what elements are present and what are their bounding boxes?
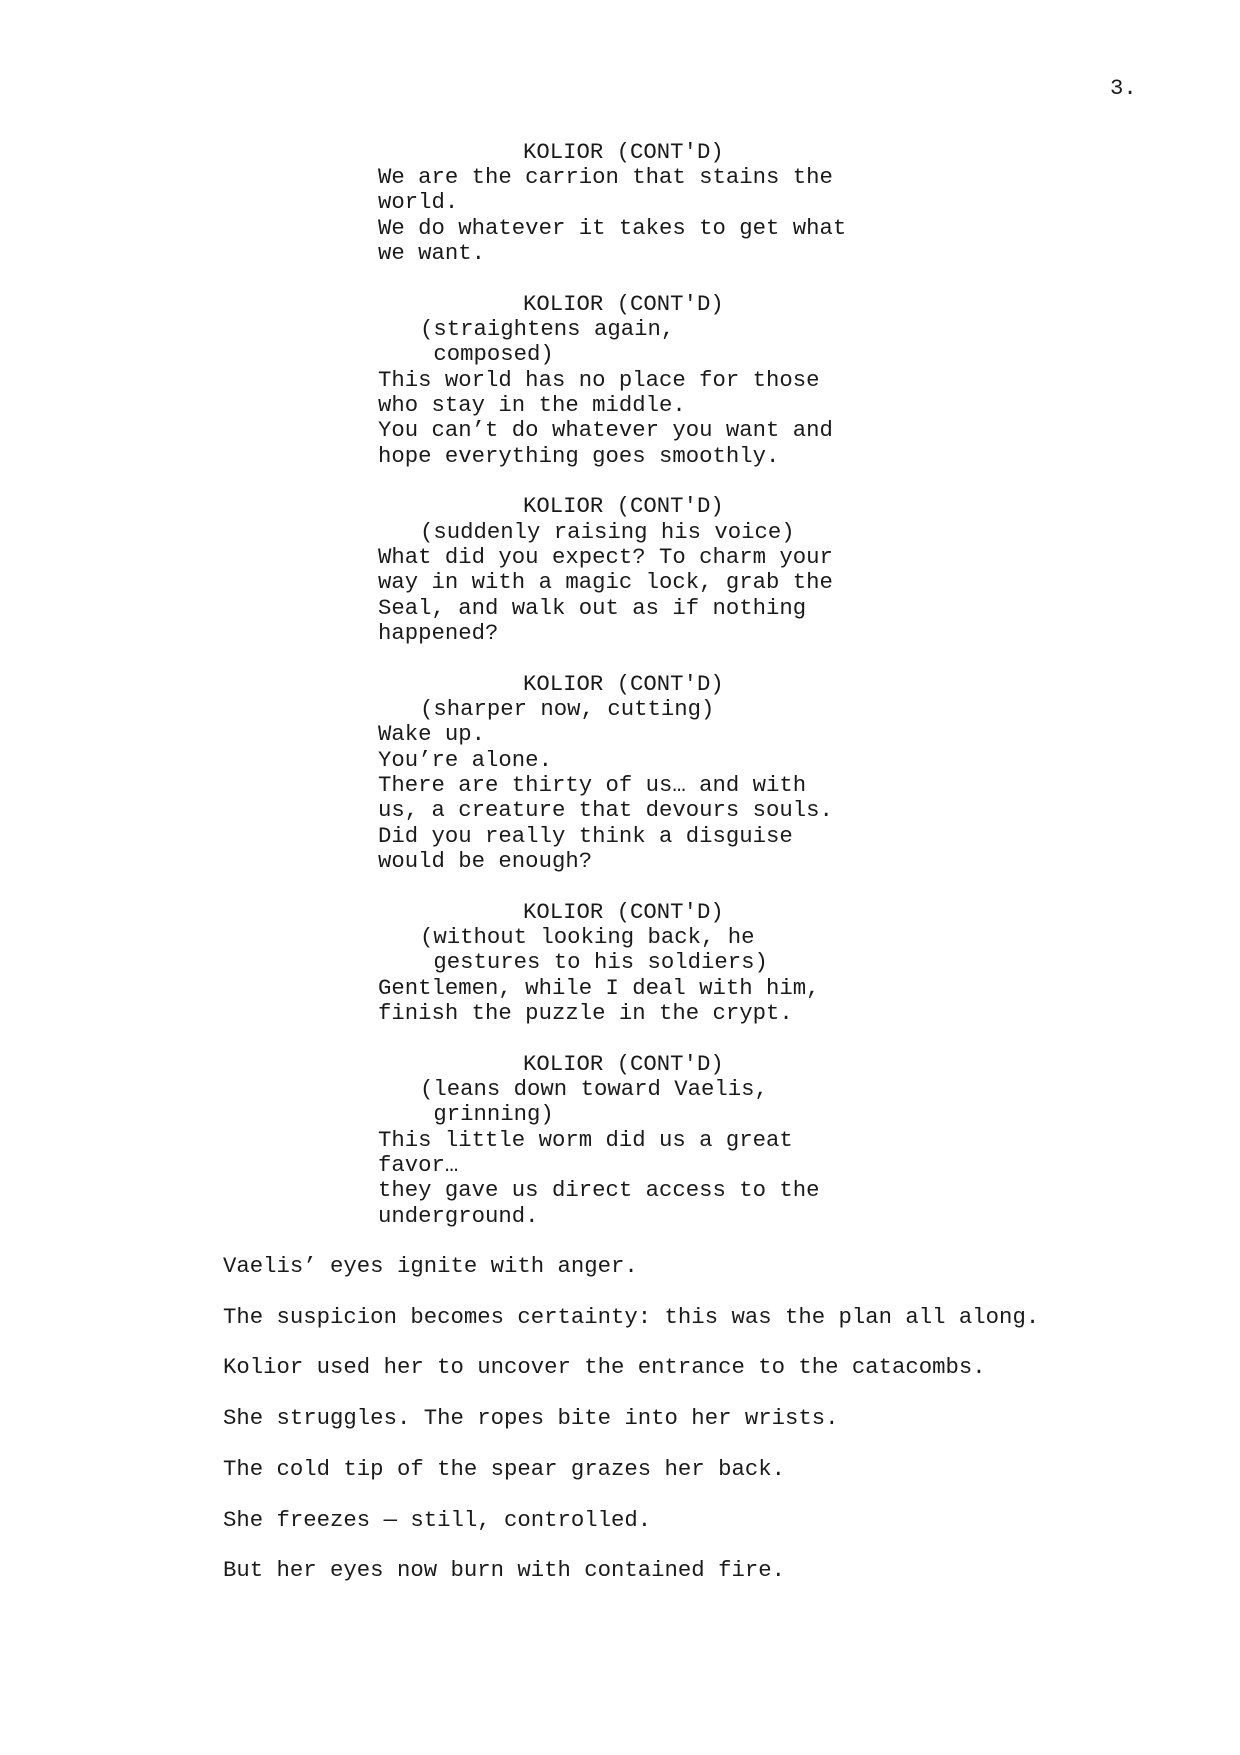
parenthetical: (leans down toward Vaelis, grinning)	[420, 1076, 768, 1128]
action-line: The suspicion becomes certainty: this was the plan all along.	[223, 1304, 1040, 1330]
dialogue-line: Did you really think a disguise	[378, 823, 793, 849]
dialogue-line: they gave us direct access to the	[378, 1177, 820, 1203]
dialogue-line: favor…	[378, 1152, 459, 1178]
parenthetical: (suddenly raising his voice)	[420, 519, 795, 545]
dialogue-line: would be enough?	[378, 848, 593, 874]
dialogue-line: You’re alone.	[378, 747, 552, 773]
parenthetical: (straightens again, composed)	[420, 316, 675, 368]
dialogue-line: This little worm did us a great	[378, 1127, 793, 1153]
dialogue-line: You can’t do whatever you want and	[378, 417, 833, 443]
action-line: She freezes — still, controlled.	[223, 1507, 652, 1533]
dialogue-line: Seal, and walk out as if nothing	[378, 595, 807, 621]
dialogue-line: There are thirty of us… and with	[378, 772, 807, 798]
action-line: But her eyes now burn with contained fire.	[223, 1557, 785, 1583]
dialogue-line: Gentlemen, while I deal with him,	[378, 975, 820, 1001]
dialogue-line: we want.	[378, 240, 486, 266]
action-line: Vaelis’ eyes ignite with anger.	[223, 1253, 638, 1279]
character-name: KOLIOR (CONT'D)	[523, 671, 724, 697]
dialogue-line: Wake up.	[378, 721, 486, 747]
character-name: KOLIOR (CONT'D)	[523, 291, 724, 317]
dialogue-line: hope everything goes smoothly.	[378, 443, 780, 469]
dialogue-line: way in with a magic lock, grab the	[378, 569, 833, 595]
dialogue-line: This world has no place for those	[378, 367, 820, 393]
character-name: KOLIOR (CONT'D)	[523, 139, 724, 165]
parenthetical: (without looking back, he gestures to his soldiers)	[420, 924, 768, 976]
dialogue-line: What did you expect? To charm your	[378, 544, 833, 570]
page-number: 3.	[1110, 75, 1137, 101]
dialogue-line: world.	[378, 189, 459, 215]
character-name: KOLIOR (CONT'D)	[523, 1051, 724, 1077]
character-name: KOLIOR (CONT'D)	[523, 493, 724, 519]
dialogue-line: We are the carrion that stains the	[378, 164, 833, 190]
dialogue-line: us, a creature that devours souls.	[378, 797, 833, 823]
dialogue-line: happened?	[378, 620, 499, 646]
character-name: KOLIOR (CONT'D)	[523, 899, 724, 925]
action-line: The cold tip of the spear grazes her back.	[223, 1456, 785, 1482]
dialogue-line: who stay in the middle.	[378, 392, 686, 418]
dialogue-line: We do whatever it takes to get what	[378, 215, 847, 241]
action-line: She struggles. The ropes bite into her wrists.	[223, 1405, 839, 1431]
parenthetical: (sharper now, cutting)	[420, 696, 715, 722]
action-line: Kolior used her to uncover the entrance to the catacombs.	[223, 1354, 986, 1380]
dialogue-line: finish the puzzle in the crypt.	[378, 1000, 793, 1026]
dialogue-line: underground.	[378, 1203, 539, 1229]
